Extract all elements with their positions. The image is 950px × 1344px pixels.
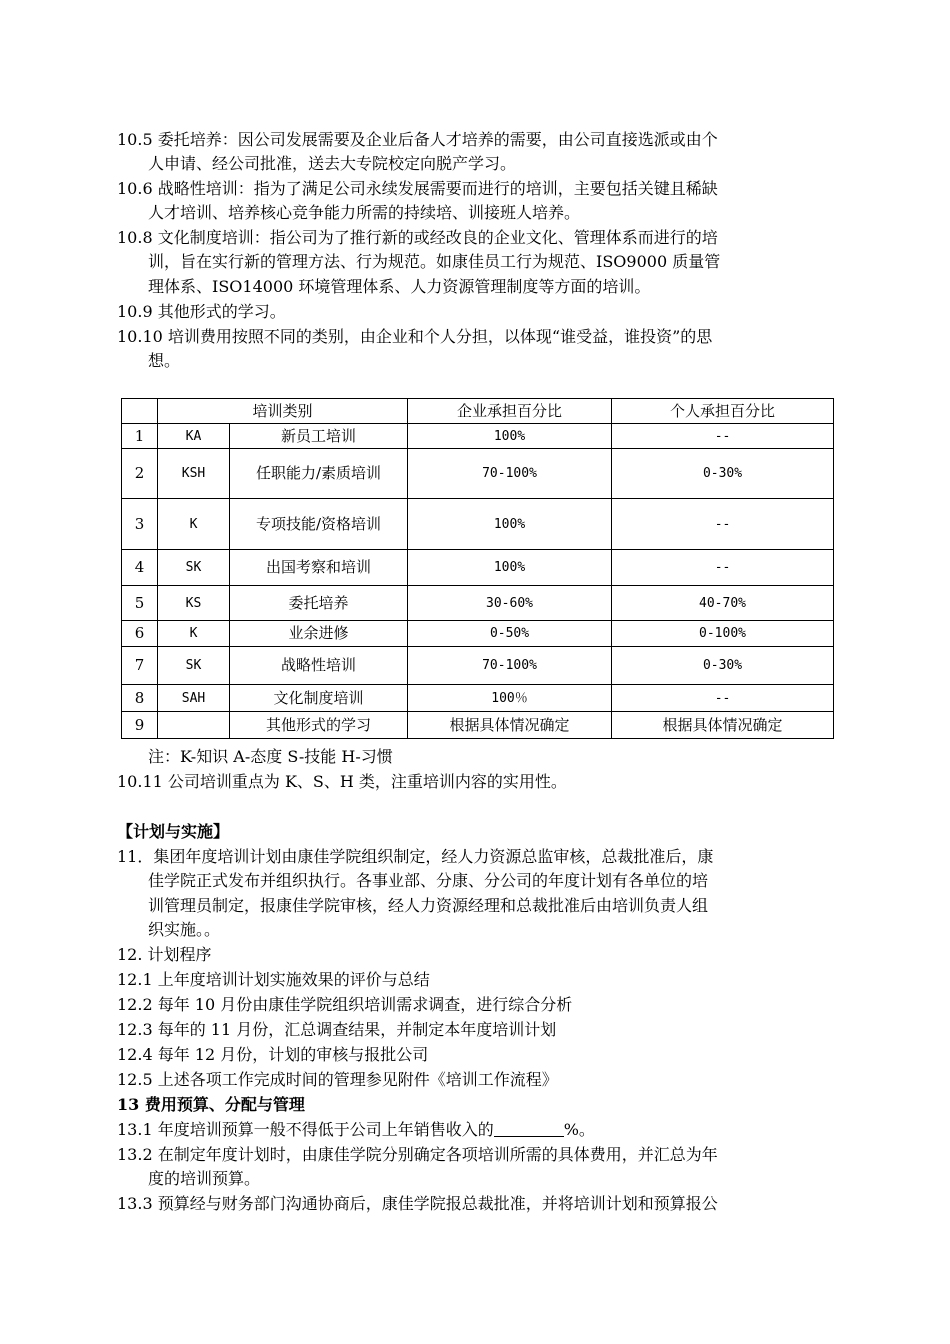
- row-personal-share: --: [612, 424, 834, 449]
- row-code: K: [158, 621, 230, 647]
- paragraph-10-8-line1: 10.8 文化制度培训：指公司为了推行新的或经改良的企业文化、管理体系而进行的培: [117, 228, 718, 247]
- row-number: 9: [122, 712, 158, 739]
- table-row: [122, 499, 834, 550]
- section-heading-budget: 13 费用预算、分配与管理: [117, 1095, 305, 1114]
- table-row: [122, 586, 834, 621]
- row-number: 1: [122, 424, 158, 449]
- header-company-share: 企业承担百分比: [408, 399, 612, 424]
- training-cost-table: [121, 398, 834, 739]
- row-number: 8: [122, 685, 158, 712]
- row-number: 2: [122, 449, 158, 499]
- paragraph-13-1-text: 13.1 年度培训预算一般不得低于公司上年销售收入的: [117, 1120, 494, 1139]
- row-company-share: 100%: [408, 499, 612, 550]
- row-category-name: 委托培养: [230, 586, 408, 621]
- row-code: SK: [158, 550, 230, 586]
- row-category-name: 专项技能/资格培训: [230, 499, 408, 550]
- row-personal-share: 根据具体情况确定: [612, 712, 834, 739]
- table-row: [122, 550, 834, 586]
- row-personal-share: 0-30%: [612, 449, 834, 499]
- row-code: SK: [158, 647, 230, 685]
- row-category-name: 出国考察和培训: [230, 550, 408, 586]
- row-company-share: 100%: [408, 550, 612, 586]
- paragraph-10-6-line1: 10.6 战略性培训：指为了满足公司永续发展需要而进行的培训，主要包括关键且稀缺: [117, 179, 718, 198]
- row-category-name: 文化制度培训: [230, 685, 408, 712]
- row-category-name: 其他形式的学习: [230, 712, 408, 739]
- paragraph-13-1: [117, 1118, 595, 1142]
- row-personal-share: 0-100%: [612, 621, 834, 647]
- row-personal-share: 0-30%: [612, 647, 834, 685]
- row-number: 4: [122, 550, 158, 586]
- row-number: 3: [122, 499, 158, 550]
- paragraph-10-5-line1: 10.5 委托培养：因公司发展需要及企业后备人才培养的需要，由公司直接选派或由个: [117, 130, 718, 149]
- paragraph-12-2: 12.2 每年 10 月份由康佳学院组织培训需求调查，进行综合分析: [117, 995, 573, 1014]
- table-header-row: [122, 399, 834, 424]
- row-code: KS: [158, 586, 230, 621]
- paragraph-10-9: 10.9 其他形式的学习。: [117, 302, 286, 321]
- paragraph-10-8-line3: 理体系、ISO14000 环境管理体系、人力资源管理制度等方面的培训。: [148, 277, 651, 296]
- row-company-share: 0-50%: [408, 621, 612, 647]
- paragraph-10-8-line2: 训，旨在实行新的管理方法、行为规范。如康佳员工行为规范、ISO9000 质量管: [148, 252, 721, 271]
- paragraph-12-3: 12.3 每年的 11 月份，汇总调查结果，并制定本年度培训计划: [117, 1020, 557, 1039]
- paragraph-12-4: 12.4 每年 12 月份，计划的审核与报批公司: [117, 1045, 429, 1064]
- paragraph-12-5: 12.5 上述各项工作完成时间的管理参见附件《培训工作流程》: [117, 1070, 558, 1089]
- row-personal-share: 40-70%: [612, 586, 834, 621]
- row-number: 5: [122, 586, 158, 621]
- table-row: [122, 449, 834, 499]
- paragraph-11-line1: 11．集团年度培训计划由康佳学院组织制定，经人力资源总监审核，总裁批准后，康: [117, 847, 714, 866]
- paragraph-10-10-line1: 10.10 培训费用按照不同的类别，由企业和个人分担，以体现“谁受益，谁投资”的思: [117, 327, 713, 346]
- paragraph-13-3: 13.3 预算经与财务部门沟通协商后，康佳学院报总裁批准，并将培训计划和预算报公: [117, 1194, 718, 1213]
- percentage-blank: [494, 1119, 564, 1137]
- row-code: K: [158, 499, 230, 550]
- paragraph-11-line4: 织实施。。: [148, 920, 221, 939]
- paragraph-11-line3: 训管理员制定，报康佳学院审核，经人力资源经理和总裁批准后由培训负责人组: [148, 896, 709, 915]
- row-code: KSH: [158, 449, 230, 499]
- section-heading-plan: 【计划与实施】: [117, 822, 230, 841]
- table-note: 注：K-知识 A-态度 S-技能 H-习惯: [148, 747, 393, 766]
- paragraph-12-1: 12.1 上年度培训计划实施效果的评价与总结: [117, 970, 430, 989]
- paragraph-12: 12. 计划程序: [117, 945, 212, 964]
- paragraph-10-10-line2: 想。: [148, 351, 181, 370]
- row-personal-share: --: [612, 499, 834, 550]
- paragraph-10-5-line2: 人申请、经公司批准，送去大专院校定向脱产学习。: [148, 154, 517, 173]
- table-row: [122, 685, 834, 712]
- table-row: [122, 647, 834, 685]
- table-row: [122, 712, 834, 739]
- row-code: SAH: [158, 685, 230, 712]
- paragraph-13-1-suffix: %。: [563, 1120, 595, 1139]
- row-company-share: 30-60%: [408, 586, 612, 621]
- table-row: [122, 424, 834, 449]
- paragraph-10-6-line2: 人才培训、培养核心竞争能力所需的持续培、训接班人培养。: [148, 203, 581, 222]
- paragraph-13-2-line1: 13.2 在制定年度计划时，由康佳学院分别确定各项培训所需的具体费用，并汇总为年: [117, 1145, 718, 1164]
- row-code: [158, 712, 230, 739]
- header-personal-share: 个人承担百分比: [612, 399, 834, 424]
- row-personal-share: --: [612, 685, 834, 712]
- header-index-cell: [122, 399, 158, 424]
- header-category: 培训类别: [158, 399, 408, 424]
- row-number: 7: [122, 647, 158, 685]
- row-category-name: 业余进修: [230, 621, 408, 647]
- paragraph-13-2-line2: 度的培训预算。: [148, 1169, 261, 1188]
- row-category-name: 战略性培训: [230, 647, 408, 685]
- row-category-name: 新员工培训: [230, 424, 408, 449]
- row-company-share: 70-100%: [408, 449, 612, 499]
- row-number: 6: [122, 621, 158, 647]
- row-company-share: 根据具体情况确定: [408, 712, 612, 739]
- paragraph-11-line2: 佳学院正式发布并组织执行。各事业部、分康、分公司的年度计划有各单位的培: [148, 871, 709, 890]
- row-company-share: 70-100%: [408, 647, 612, 685]
- row-company-share: 100%: [408, 424, 612, 449]
- row-personal-share: --: [612, 550, 834, 586]
- row-code: KA: [158, 424, 230, 449]
- row-category-name: 任职能力/素质培训: [230, 449, 408, 499]
- paragraph-10-11: 10.11 公司培训重点为 K、S、H 类，注重培训内容的实用性。: [117, 772, 567, 791]
- row-company-share: 100％: [408, 685, 612, 712]
- table-row: [122, 621, 834, 647]
